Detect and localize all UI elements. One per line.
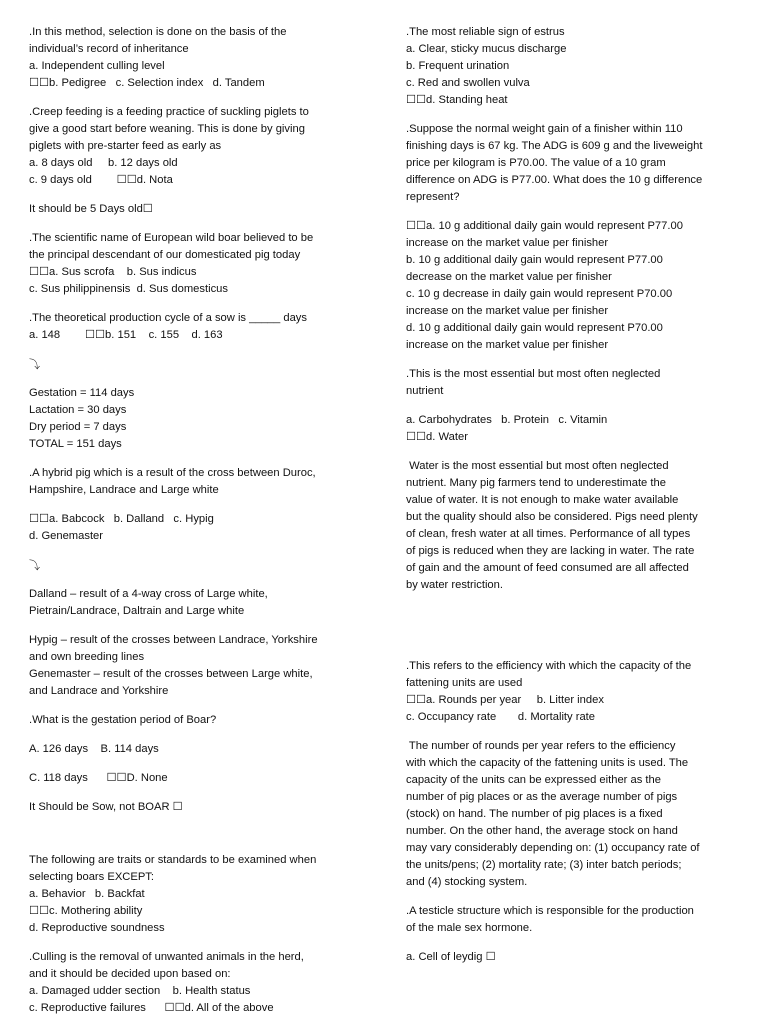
question-gestation: [29, 712, 369, 729]
text-line: b. Frequent urination: [406, 60, 510, 72]
text-line: c. Reproductive failures ☐☐d. All of the above: [29, 1002, 274, 1014]
note-hypig-genemaster: [29, 632, 369, 700]
answer-testicle: [406, 949, 746, 966]
text-line: Water is the most essential but most often neglected: [406, 460, 669, 472]
text-line: and Landrace and Yorkshire: [29, 685, 169, 697]
text-line: c. Occupancy rate d. Mortality rate: [406, 711, 596, 723]
question-production-cycle: [29, 310, 369, 344]
text-line: d. Reproductive soundness: [29, 922, 165, 934]
note-text: It should be 5 Days old☐: [29, 203, 153, 215]
text-line: a. Independent culling level: [29, 60, 165, 72]
text-line: ☐☐b. Pedigree c. Selection index d. Tandem: [29, 77, 265, 89]
text-line: .In this method, selection is done on the basis of the: [29, 26, 287, 38]
text-line: ☐☐d. Water: [406, 431, 468, 443]
text-line: Gestation = 114 days: [29, 387, 135, 399]
question-culling: [29, 949, 369, 1017]
text-line: and (4) stocking system.: [406, 876, 528, 888]
text-line: selecting boars EXCEPT:: [29, 871, 154, 883]
note-gestation: [29, 799, 369, 816]
text-line: Dry period = 7 days: [29, 421, 127, 433]
text-line: The number of rounds per year refers to the efficiency: [406, 740, 676, 752]
text-line: .Creep feeding is a feeding practice of suckling piglets to: [29, 106, 309, 118]
curved-arrow-icon: ⤵: [29, 358, 40, 371]
question-nutrient: [406, 366, 746, 400]
nutrient-choices: [406, 412, 746, 446]
text-line: .The most reliable sign of estrus: [406, 26, 565, 38]
question-fattening-units: [406, 658, 746, 726]
note-rounds-per-year: [406, 738, 746, 891]
spacer: [406, 606, 746, 658]
question-wild-boar: [29, 230, 369, 298]
text-line: of clean, fresh water at all times. Performance of all types: [406, 528, 691, 540]
text-line: piglets with pre-starter feed as early as: [29, 140, 222, 152]
text-line: ☐☐a. 10 g additional daily gain would represent P77.00: [406, 220, 683, 232]
text-line: a. 8 days old b. 12 days old: [29, 157, 178, 169]
question-creep-feeding: [29, 104, 369, 189]
text-line: a. Carbohydrates b. Protein c. Vitamin: [406, 414, 608, 426]
text-line: of gain and the amount of feed consumed are all affected: [406, 562, 689, 574]
text-line: ☐☐a. Babcock b. Dalland c. Hypig: [29, 513, 214, 525]
question-testicle: [406, 903, 746, 937]
text-line: .This is the most essential but most often neglected: [406, 368, 661, 380]
text-line: number of pig places or as the average number of pigs: [406, 791, 678, 803]
spacer: [29, 828, 369, 852]
text-line: Hypig – result of the crosses between Landrace, Yorkshire: [29, 634, 318, 646]
arrow-icon-2: [29, 557, 369, 574]
question-hybrid-pig: [29, 465, 369, 499]
text-line: and it should be decided upon based on:: [29, 968, 231, 980]
text-line: b. 10 g additional daily gain would represent P77.00: [406, 254, 663, 266]
text-line: .Suppose the normal weight gain of a finisher within 110: [406, 123, 683, 135]
text-line: but the quality should also be considered. Pigs need plenty: [406, 511, 698, 523]
note-creep-feeding: [29, 201, 369, 218]
text-line: ☐☐a. Sus scrofa b. Sus indicus: [29, 266, 197, 278]
text-line: increase on the market value per finisher: [406, 305, 609, 317]
note-water: [406, 458, 746, 594]
text-line: give a good start before weaning. This is done by giving: [29, 123, 305, 135]
text-line: c. 10 g decrease in daily gain would represent P70.00: [406, 288, 673, 300]
adg-choices: [406, 218, 746, 354]
text-line: .Culling is the removal of unwanted animals in the herd,: [29, 951, 304, 963]
text-line: finishing days is 67 kg. The ADG is 609 g and the liveweight: [406, 140, 703, 152]
note-text: It Should be Sow, not BOAR ☐: [29, 801, 183, 813]
text-line: a. Damaged udder section b. Health status: [29, 985, 251, 997]
text-line: the principal descendant of our domesticated pig today: [29, 249, 301, 261]
question-estrus: [406, 24, 746, 109]
text-line: and own breeding lines: [29, 651, 145, 663]
text-line: fattening units are used: [406, 677, 523, 689]
text-line: number. On the other hand, the average stock on hand: [406, 825, 678, 837]
text-line: price per kilogram is P70.00. The value of a 10 gram: [406, 157, 666, 169]
text-line: Lactation = 30 days: [29, 404, 127, 416]
text-line: a. 148 ☐☐b. 151 c. 155 d. 163: [29, 329, 223, 341]
text-line: ☐☐d. Standing heat: [406, 94, 508, 106]
text-line: with which the capacity of the fattening units is used. The: [406, 757, 689, 769]
text-line: value of water. It is not enough to make water available: [406, 494, 679, 506]
text-line: the units/pens; (2) mortality rate; (3) inter batch periods;: [406, 859, 682, 871]
answer-text: a. Cell of leydig ☐: [406, 951, 496, 963]
text-line: c. Red and swollen vulva: [406, 77, 530, 89]
text-line: increase on the market value per finisher: [406, 237, 609, 249]
text-line: capacity of the units can be expressed either as the: [406, 774, 661, 786]
text-line: .This refers to the efficiency with which the capacity of the: [406, 660, 692, 672]
note-dalland: [29, 586, 369, 620]
question-text: .What is the gestation period of Boar?: [29, 714, 217, 726]
text-line: decrease on the market value per finisher: [406, 271, 612, 283]
text-line: TOTAL = 151 days: [29, 438, 122, 450]
gestation-choices-cd: [29, 770, 369, 787]
question-adg: [406, 121, 746, 206]
gestation-choices-ab: [29, 741, 369, 758]
right-column: [406, 24, 746, 978]
text-line: d. Genemaster: [29, 530, 103, 542]
text-line: Hampshire, Landrace and Large white: [29, 484, 219, 496]
left-column: [29, 24, 369, 1029]
text-line: a. Behavior b. Backfat: [29, 888, 145, 900]
text-line: d. 10 g additional daily gain would represent P70.00: [406, 322, 663, 334]
text-line: c. Sus philippinensis d. Sus domesticus: [29, 283, 228, 295]
text-line: may vary considerably depending on: (1) occupancy rate of: [406, 842, 700, 854]
text-line: Dalland – result of a 4-way cross of Large white,: [29, 588, 268, 600]
text-line: Pietrain/Landrace, Daltrain and Large white: [29, 605, 245, 617]
text-line: .A hybrid pig which is a result of the cross between Duroc,: [29, 467, 316, 479]
text-line: by water restriction.: [406, 579, 503, 591]
arrow-icon-1: [29, 356, 369, 373]
text-line: .A testicle structure which is responsible for the production: [406, 905, 694, 917]
text-line: difference on ADG is P77.00. What does the 10 g difference: [406, 174, 703, 186]
text-line: of pigs is reduced when they are lacking in water. The rate: [406, 545, 695, 557]
choice-line: A. 126 days B. 114 days: [29, 743, 159, 755]
text-line: represent?: [406, 191, 460, 203]
text-line: (stock) on hand. The number of pig places is a fixed: [406, 808, 663, 820]
text-line: .The scientific name of European wild boar believed to be: [29, 232, 314, 244]
text-line: ☐☐c. Mothering ability: [29, 905, 143, 917]
question-boar-traits: [29, 852, 369, 937]
text-line: individual’s record of inheritance: [29, 43, 189, 55]
text-line: ☐☐a. Rounds per year b. Litter index: [406, 694, 604, 706]
production-cycle-calc: [29, 385, 369, 453]
text-line: nutrient: [406, 385, 444, 397]
text-line: a. Clear, sticky mucus discharge: [406, 43, 567, 55]
curved-arrow-icon: ⤵: [29, 559, 40, 572]
text-line: Genemaster – result of the crosses between Large white,: [29, 668, 313, 680]
question-selection-method: [29, 24, 369, 92]
text-line: nutrient. Many pig farmers tend to underestimate the: [406, 477, 666, 489]
text-line: The following are traits or standards to be examined when: [29, 854, 317, 866]
text-line: c. 9 days old ☐☐d. Nota: [29, 174, 173, 186]
text-line: .The theoretical production cycle of a sow is _____ days: [29, 312, 307, 324]
text-line: increase on the market value per finisher: [406, 339, 609, 351]
hybrid-pig-choices: [29, 511, 369, 545]
text-line: of the male sex hormone.: [406, 922, 533, 934]
choice-line: C. 118 days ☐☐D. None: [29, 772, 168, 784]
